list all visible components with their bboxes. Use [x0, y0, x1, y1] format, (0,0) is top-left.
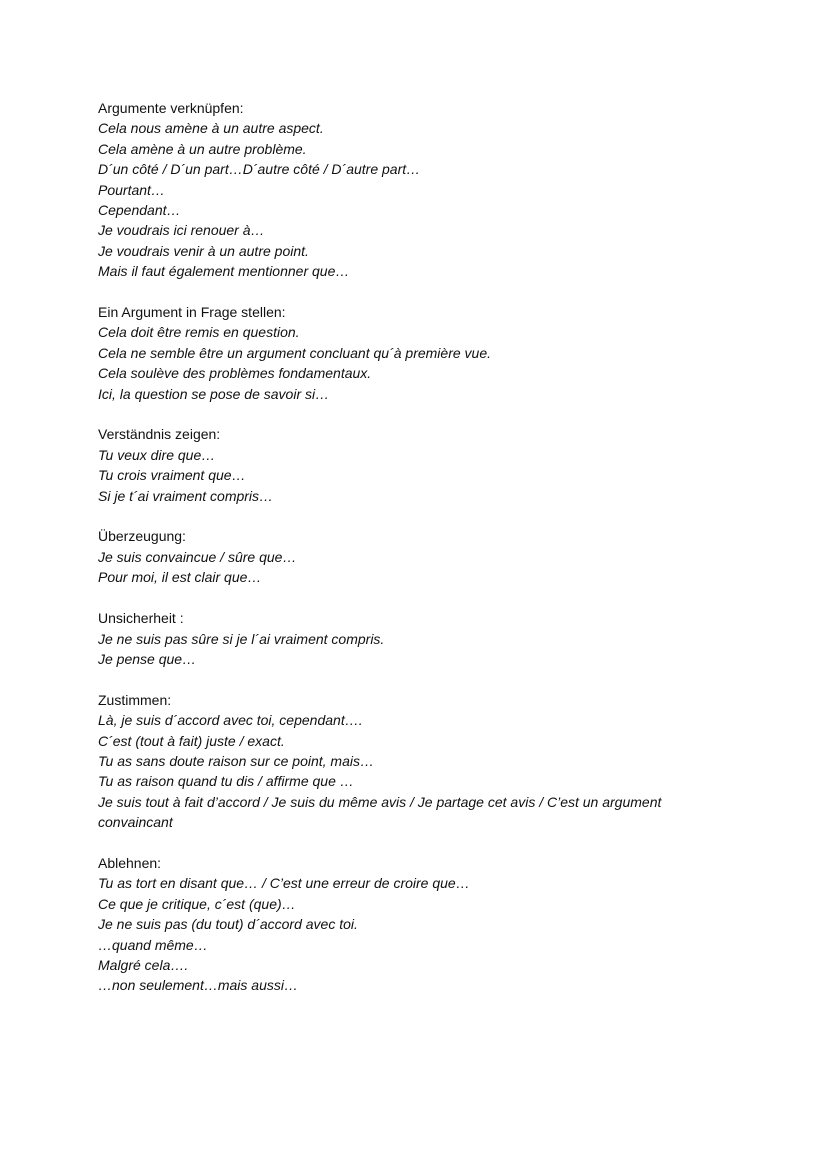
phrase-line: Je voudrais venir à un autre point.: [98, 242, 309, 259]
phrase-line: Mais il faut également mentionner que…: [98, 263, 350, 280]
phrase-line: Tu as sans doute raison sur ce point, mais…: [98, 752, 374, 769]
phrase-line: Tu as raison quand tu dis / affirme que …: [98, 773, 354, 790]
phrase-line: Ici, la question se pose de savoir si…: [98, 385, 330, 402]
phrase-line: C´est (tout à fait) juste / exact.: [98, 732, 285, 749]
phrase-line: Tu veux dire que…: [98, 446, 216, 463]
section-verstaendnis-zeigen: [98, 424, 738, 506]
phrase-line: Pourtant…: [98, 181, 165, 198]
section-ablehnen: [98, 853, 738, 996]
phrase-line: Pour moi, il est clair que…: [98, 569, 262, 586]
phrase-line: Je ne suis pas (du tout) d´accord avec toi.: [98, 916, 358, 933]
section-zustimmen: [98, 690, 738, 833]
document-page: [98, 98, 738, 1016]
phrase-line: Cela soulève des problèmes fondamentaux.: [98, 365, 372, 382]
phrase-line: D´un côté / D´un part…D´autre côté / D´autre part…: [98, 161, 421, 178]
phrase-line: Ce que je critique, c´est (que)…: [98, 895, 296, 912]
phrase-line: Cela doit être remis en question.: [98, 324, 300, 341]
phrase-line: Je ne suis pas sûre si je l´ai vraiment compris.: [98, 630, 385, 647]
phrase-line: Tu crois vraiment que…: [98, 467, 246, 484]
phrase-line: Malgré cela….: [98, 956, 189, 973]
section-ueberzeugung: [98, 526, 738, 587]
phrase-line: Tu as tort en disant que… / C’est une erreur de croire que…: [98, 875, 470, 892]
section-heading: Ein Argument in Frage stellen:: [98, 304, 286, 321]
phrase-line: Si je t´ai vraiment compris…: [98, 487, 274, 504]
section-heading: Unsicherheit :: [98, 610, 184, 627]
section-heading: Überzeugung:: [98, 528, 186, 545]
section-heading: Argumente verknüpfen:: [98, 100, 244, 116]
phrase-line: Cela ne semble être un argument concluant qu´à première vue.: [98, 344, 491, 361]
phrase-line: Cela nous amène à un autre aspect.: [98, 120, 324, 137]
phrase-line: Je voudrais ici renouer à…: [98, 222, 265, 239]
phrase-line: Je suis convaincue / sûre que…: [98, 548, 297, 565]
phrase-line: Là, je suis d´accord avec toi, cependant….: [98, 712, 363, 729]
phrase-line: Cela amène à un autre problème.: [98, 140, 307, 157]
phrase-line: …non seulement…mais aussi…: [98, 977, 298, 994]
phrase-line: Je pense que…: [98, 650, 197, 667]
section-heading: Ablehnen:: [98, 854, 162, 871]
section-argumente-verknuepfen: [98, 98, 738, 282]
section-heading: Verständnis zeigen:: [98, 426, 221, 443]
section-heading: Zustimmen:: [98, 691, 172, 708]
phrase-line: Je suis tout à fait d’accord / Je suis du même avis / Je partage cet avis / C’est un argument convaincant: [98, 793, 662, 831]
phrase-line: Cependant…: [98, 202, 181, 219]
section-unsicherheit: [98, 608, 738, 669]
section-argument-in-frage-stellen: [98, 302, 738, 404]
phrase-line: …quand même…: [98, 936, 208, 953]
